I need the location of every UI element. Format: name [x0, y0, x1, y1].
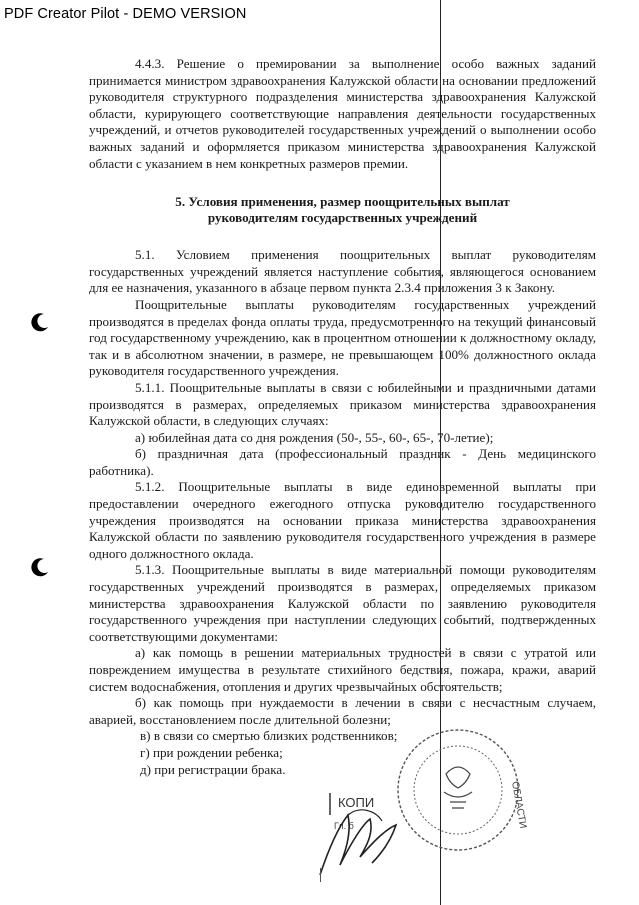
scan-mark — [320, 868, 321, 882]
paragraph-5-1-1: 5.1.1. Поощрительные выплаты в связи с юбилейными и праздничными датами производятся в размерах, определяемых приказом министерства здравоохранения Калужской области, в следующих случаях: — [89, 379, 596, 429]
paragraph-4-4-3: 4.4.3. Решение о премировании за выполнение особо важных заданий принимается министром здравоохранения Калужской области на основании предложений руководителя структурного подразделения министерства здравоохранения Калужской области, курирующего соответствующие направления деятельности государственных учреждений, и отчетов руководителей государственных учреждений о выполнении особо важных заданий и оформляется приказом министерства здравоохранения Калужской области с указанием в нем конкретных размеров премии. — [89, 56, 596, 171]
document-body — [89, 56, 596, 778]
binder-hole-icon — [30, 557, 50, 577]
paragraph-limits: Поощрительные выплаты руководителям государственных учреждений производятся в пределах фонда оплаты труда, предусмотренного на текущий финансовый год государственному учреждению, как в процентном отношении к должностному окладу, так и в абсолютном значении, в размере, не превышающем 100% должностного оклада руководителя государственного учреждения. — [89, 296, 596, 379]
paragraph-5-1-3: 5.1.3. Поощрительные выплаты в виде материальной помощи руководителям государственных учреждений производятся в размерах, определяемых приказом министерства здравоохранения Калужской области по заявлению руководителя государственного учреждения при наступлении следующих событий, подтвержденных соответствующими документами: — [89, 562, 596, 644]
stamp-copy-text: КОПИ — [338, 795, 375, 810]
paragraph-5-1: 5.1. Условием применения поощрительных выплат руководителям государственных учреждений является наступление события, являющегося основанием для ее назначения, указанного в абзаце первом пункта 2.3.4 приложения 3 к Закону. — [89, 247, 596, 296]
list-item: б) праздничная дата (профессиональный праздник - День медицинского работника). — [89, 446, 596, 478]
demo-watermark: PDF Creator Pilot - DEMO VERSION — [4, 6, 247, 22]
list-item: в) в связи со смертью близких родственников; — [140, 728, 398, 744]
list-item: а) юбилейная дата со дня рождения (50-, 55-, 60-, 65-, 70-летие); — [135, 429, 494, 445]
stamp-short-text: Гл. б — [334, 821, 354, 831]
list-item: д) при регистрации брака. — [140, 761, 286, 777]
list-item: г) при рождении ребенка; — [140, 744, 283, 760]
list-item: а) как помощь в решении материальных трудностей в связи с утратой или повреждением имущества в результате стихийного бедствия, пожара, кражи, аварий систем водоснабжения, отопления и других чрезвычайных обстоятельств; — [89, 645, 596, 694]
binder-hole-icon — [30, 312, 50, 332]
stamp-ring-text: ОБЛАСТИ — [509, 780, 529, 830]
paragraph-5-1-2: 5.1.2. Поощрительные выплаты в виде единовременной выплаты при предоставлении очередного ежегодного отпуска руководителю государственного учреждения производятся на основании приказа министерства здравоохранения Калужской области по заявлению руководителя государственного учреждения в размере одного должностного оклада. — [89, 479, 596, 561]
list-item: б) как помощь при нуждаемости в лечении в связи с несчастным случаем, аварией, восстановлением после длительной болезни; — [89, 695, 596, 727]
handwritten-signature — [300, 785, 430, 880]
section-heading: 5. Условия применения, размер поощрительных выплат руководителям государственных учреждений — [175, 194, 510, 226]
